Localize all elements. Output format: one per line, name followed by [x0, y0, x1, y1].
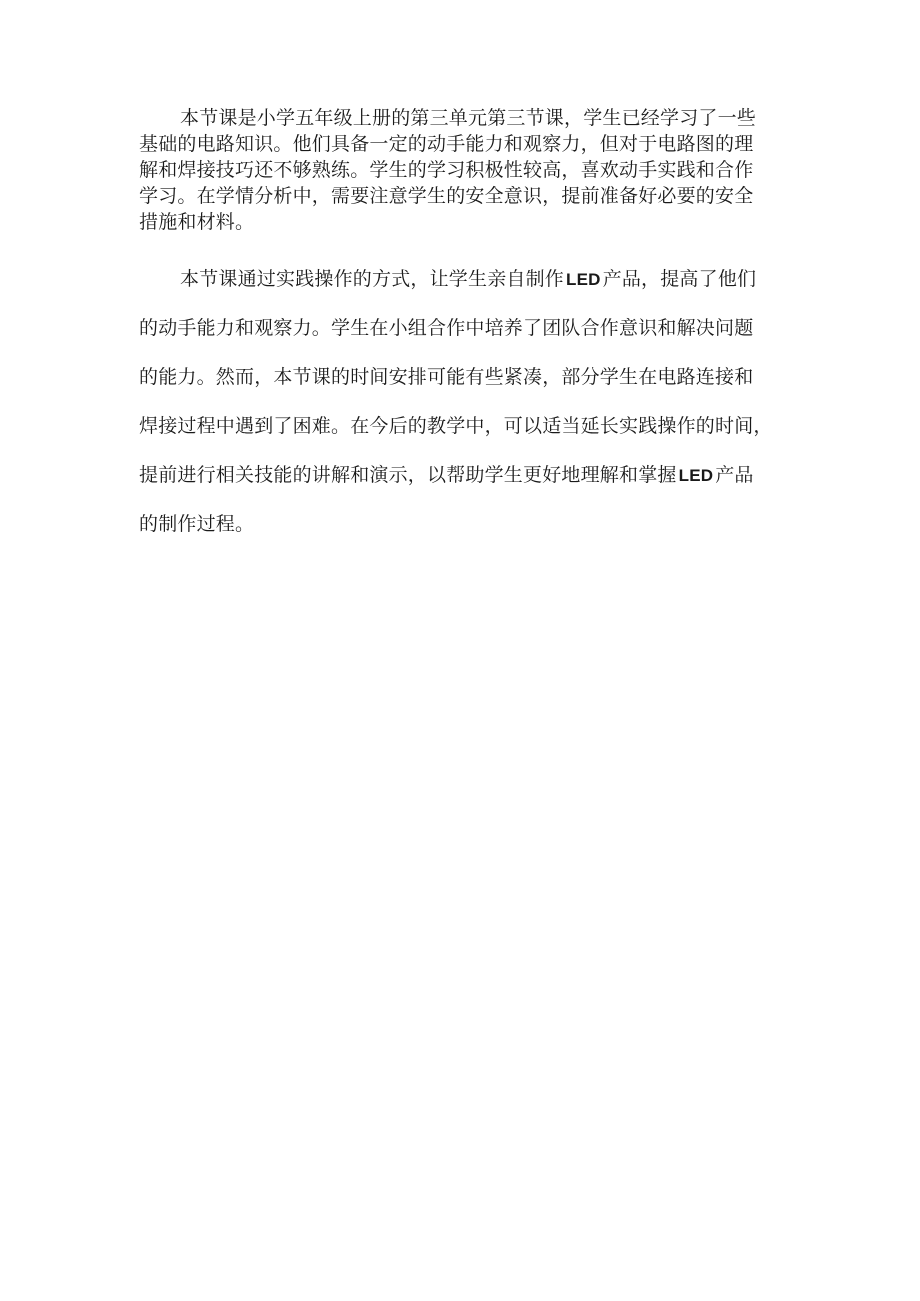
line-text: 本节课通过实践操作的方式，让学生亲自制作	[180, 268, 565, 290]
line-text: 提前进行相关技能的讲解和演示，以帮助学生更好地理解和掌握	[139, 464, 677, 486]
paragraph-line: 解和焊接技巧还不够熟练。学生的学习积极性较高，喜欢动手实践和合作	[139, 159, 754, 181]
line-text: 产品，提高了他们	[602, 268, 757, 290]
paragraph-line: 的动手能力和观察力。学生在小组合作中培养了团队合作意识和解决问题	[139, 317, 754, 339]
paragraph-line: 的能力。然而，本节课的时间安排可能有些紧凑，部分学生在电路连接和	[139, 366, 754, 388]
paragraph-learning-analysis	[139, 105, 756, 235]
paragraph-line: 本节课是小学五年级上册的第三单元第三节课，学生已经学习了一些	[180, 107, 757, 129]
paragraph-line	[139, 451, 773, 500]
paragraph-line: 措施和材料。	[139, 211, 255, 233]
paragraph-line: 焊接过程中遇到了困难。在今后的教学中，可以适当延长实践操作的时间，	[139, 415, 773, 437]
paragraph-line: 基础的电路知识。他们具备一定的动手能力和观察力，但对于电路图的理	[139, 133, 754, 155]
paragraph-line: 学习。在学情分析中，需要注意学生的安全意识，提前准备好必要的安全	[139, 185, 754, 207]
paragraph-teaching-reflection	[139, 255, 773, 549]
led-term: LED	[566, 270, 601, 289]
led-term: LED	[678, 466, 714, 485]
line-text: 产品	[715, 464, 754, 486]
paragraph-line	[139, 255, 773, 304]
paragraph-line: 的制作过程。	[139, 513, 255, 535]
